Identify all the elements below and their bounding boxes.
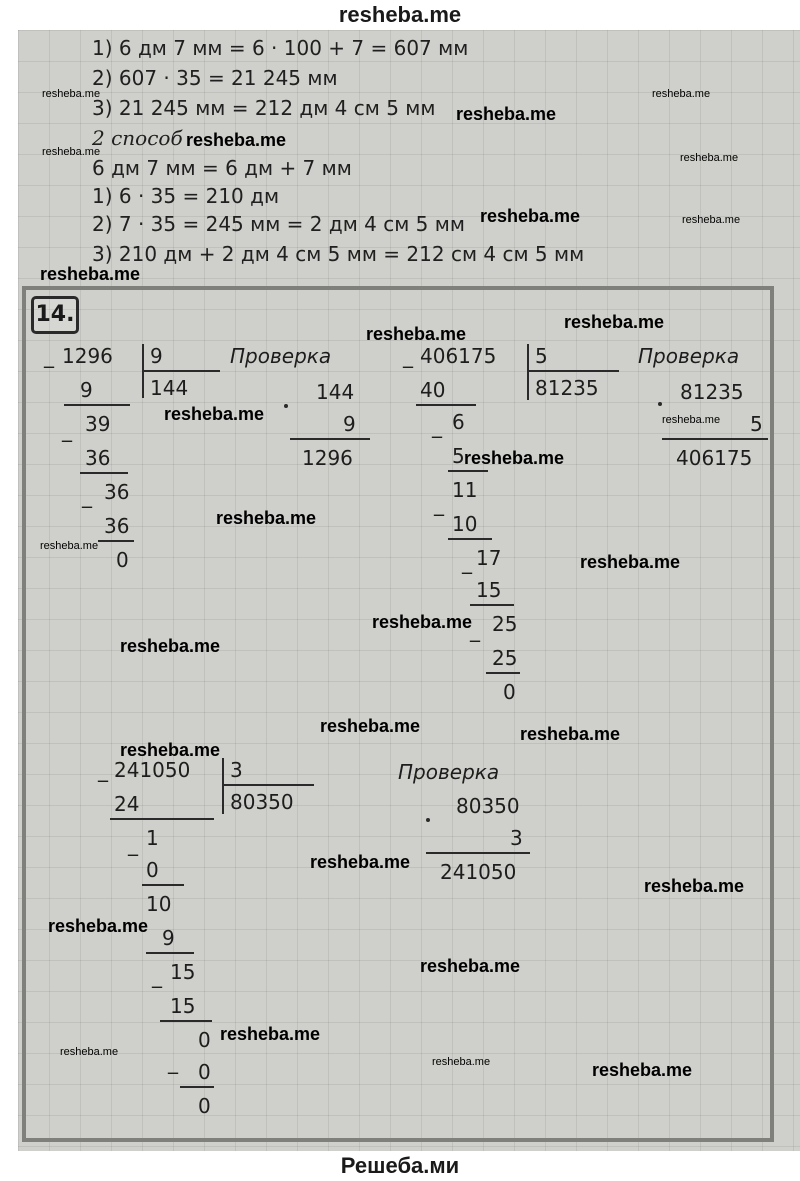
check-result: 406175 xyxy=(676,446,753,470)
check-label: Проверка xyxy=(230,344,332,368)
watermark: resheba.me xyxy=(432,1056,491,1068)
minus-sign: _ xyxy=(403,344,413,368)
watermark: resheba.me xyxy=(220,1024,321,1044)
solution-line: 1) 6 · 35 = 210 дм xyxy=(92,184,280,208)
subtraction-line xyxy=(160,1020,212,1022)
minus-sign: _ xyxy=(168,1050,178,1074)
site-header[interactable]: resheba.me xyxy=(338,2,462,27)
solution-line: 2) 607 · 35 = 21 245 мм xyxy=(92,66,338,90)
subtraction-line xyxy=(448,538,492,540)
partial-product: 9 xyxy=(80,378,93,402)
subtraction-line xyxy=(486,672,520,674)
partial-product: 9 xyxy=(162,926,175,950)
partial-product: 36 xyxy=(85,446,111,470)
watermark: resheba.me xyxy=(164,404,265,424)
remainder: 11 xyxy=(452,478,478,502)
watermark: resheba.me xyxy=(40,264,141,284)
partial-product: 10 xyxy=(452,512,478,536)
check-multiplier: 3 xyxy=(510,826,523,850)
watermark: resheba.me xyxy=(680,152,739,164)
solution-line: 3) 21 245 мм = 212 дм 4 см 5 мм xyxy=(92,96,436,120)
solution-line: 6 дм 7 мм = 6 дм + 7 мм xyxy=(92,156,352,180)
partial-product: 15 xyxy=(476,578,502,602)
check-multiplier: 5 xyxy=(750,412,763,436)
subtraction-line xyxy=(98,540,134,542)
minus-sign: _ xyxy=(462,550,472,574)
watermark: resheba.me xyxy=(186,130,287,150)
final-remainder: 0 xyxy=(503,680,516,704)
minus-sign: _ xyxy=(128,832,138,856)
watermark: resheba.me xyxy=(48,916,149,936)
divisor: 3 xyxy=(230,758,243,782)
remainder: 17 xyxy=(476,546,502,570)
partial-product: 5 xyxy=(452,444,465,468)
watermark: resheba.me xyxy=(320,716,421,736)
watermark: resheba.me xyxy=(40,540,99,552)
method-heading: 2 способ xyxy=(92,126,183,150)
minus-sign: _ xyxy=(152,964,162,988)
subtraction-line xyxy=(64,404,130,406)
task-number-badge: 14. xyxy=(31,296,79,334)
dividend: 241050 xyxy=(114,758,191,782)
solution-line: 2) 7 · 35 = 245 мм = 2 дм 4 см 5 мм xyxy=(92,212,465,236)
check-label: Проверка xyxy=(638,344,740,368)
watermark: resheba.me xyxy=(42,88,101,100)
partial-product: 24 xyxy=(114,792,140,816)
watermark: resheba.me xyxy=(480,206,581,226)
check-multiplicand: 144 xyxy=(316,380,355,404)
watermark: resheba.me xyxy=(652,88,711,100)
watermark: resheba.me xyxy=(682,214,741,226)
solution-line: 3) 210 дм + 2 дм 4 см 5 мм = 212 см 4 см 5 мм xyxy=(92,242,585,266)
watermark: resheba.me xyxy=(564,312,665,332)
final-remainder: 0 xyxy=(116,548,129,572)
multiplication-line xyxy=(290,438,370,440)
minus-sign: _ xyxy=(470,618,480,642)
watermark: resheba.me xyxy=(120,636,221,656)
subtraction-line xyxy=(80,472,128,474)
watermark: resheba.me xyxy=(372,612,473,632)
watermark: resheba.me xyxy=(310,852,411,872)
remainder: 15 xyxy=(170,960,196,984)
multiply-dot xyxy=(426,818,430,822)
minus-sign: _ xyxy=(434,492,444,516)
subtraction-line xyxy=(180,1086,214,1088)
quotient: 144 xyxy=(150,376,189,400)
multiply-dot xyxy=(658,402,662,406)
watermark: resheba.me xyxy=(520,724,621,744)
multiplication-line xyxy=(426,852,530,854)
dividend: 406175 xyxy=(420,344,497,368)
watermark: resheba.me xyxy=(120,740,221,760)
division-bar xyxy=(222,758,224,814)
check-multiplier: 9 xyxy=(343,412,356,436)
partial-product: 40 xyxy=(420,378,446,402)
site-footer[interactable]: Решеба.ми xyxy=(340,1153,460,1178)
partial-product: 25 xyxy=(492,646,518,670)
subtraction-line xyxy=(142,884,184,886)
quotient-line xyxy=(142,370,220,372)
partial-product: 0 xyxy=(146,858,159,882)
check-result: 241050 xyxy=(440,860,517,884)
partial-product: 0 xyxy=(198,1060,211,1084)
remainder: 10 xyxy=(146,892,172,916)
division-bar xyxy=(527,344,529,400)
watermark: resheba.me xyxy=(644,876,745,896)
check-label: Проверка xyxy=(398,760,500,784)
remainder: 25 xyxy=(492,612,518,636)
watermark: resheba.me xyxy=(366,324,467,344)
subtraction-line xyxy=(416,404,476,406)
watermark: resheba.me xyxy=(662,414,721,426)
watermark: resheba.me xyxy=(42,146,101,158)
minus-sign: _ xyxy=(82,484,92,508)
quotient-line xyxy=(222,784,314,786)
remainder: 6 xyxy=(452,410,465,434)
dividend: 1296 xyxy=(62,344,113,368)
multiply-dot xyxy=(284,404,288,408)
subtraction-line xyxy=(448,470,488,472)
check-multiplicand: 81235 xyxy=(680,380,744,404)
remainder: 39 xyxy=(85,412,111,436)
watermark: resheba.me xyxy=(580,552,681,572)
watermark: resheba.me xyxy=(456,104,557,124)
minus-sign: _ xyxy=(432,414,442,438)
quotient: 81235 xyxy=(535,376,599,400)
minus-sign: _ xyxy=(62,418,72,442)
final-remainder: 0 xyxy=(198,1094,211,1118)
watermark: resheba.me xyxy=(216,508,317,528)
remainder: 36 xyxy=(104,480,130,504)
quotient-line xyxy=(527,370,619,372)
check-multiplicand: 80350 xyxy=(456,794,520,818)
quotient: 80350 xyxy=(230,790,294,814)
solution-line: 1) 6 дм 7 мм = 6 · 100 + 7 = 607 мм xyxy=(92,36,469,60)
minus-sign: _ xyxy=(44,344,54,368)
subtraction-line xyxy=(470,604,514,606)
watermark: resheba.me xyxy=(592,1060,693,1080)
watermark: resheba.me xyxy=(60,1046,119,1058)
watermark: resheba.me xyxy=(420,956,521,976)
subtraction-line xyxy=(146,952,194,954)
watermark: resheba.me xyxy=(464,448,565,468)
divisor: 9 xyxy=(150,344,163,368)
minus-sign: _ xyxy=(98,758,108,782)
partial-product: 36 xyxy=(104,514,130,538)
partial-product: 15 xyxy=(170,994,196,1018)
check-result: 1296 xyxy=(302,446,353,470)
multiplication-line xyxy=(662,438,768,440)
subtraction-line xyxy=(110,818,214,820)
remainder: 1 xyxy=(146,826,159,850)
divisor: 5 xyxy=(535,344,548,368)
remainder: 0 xyxy=(198,1028,211,1052)
